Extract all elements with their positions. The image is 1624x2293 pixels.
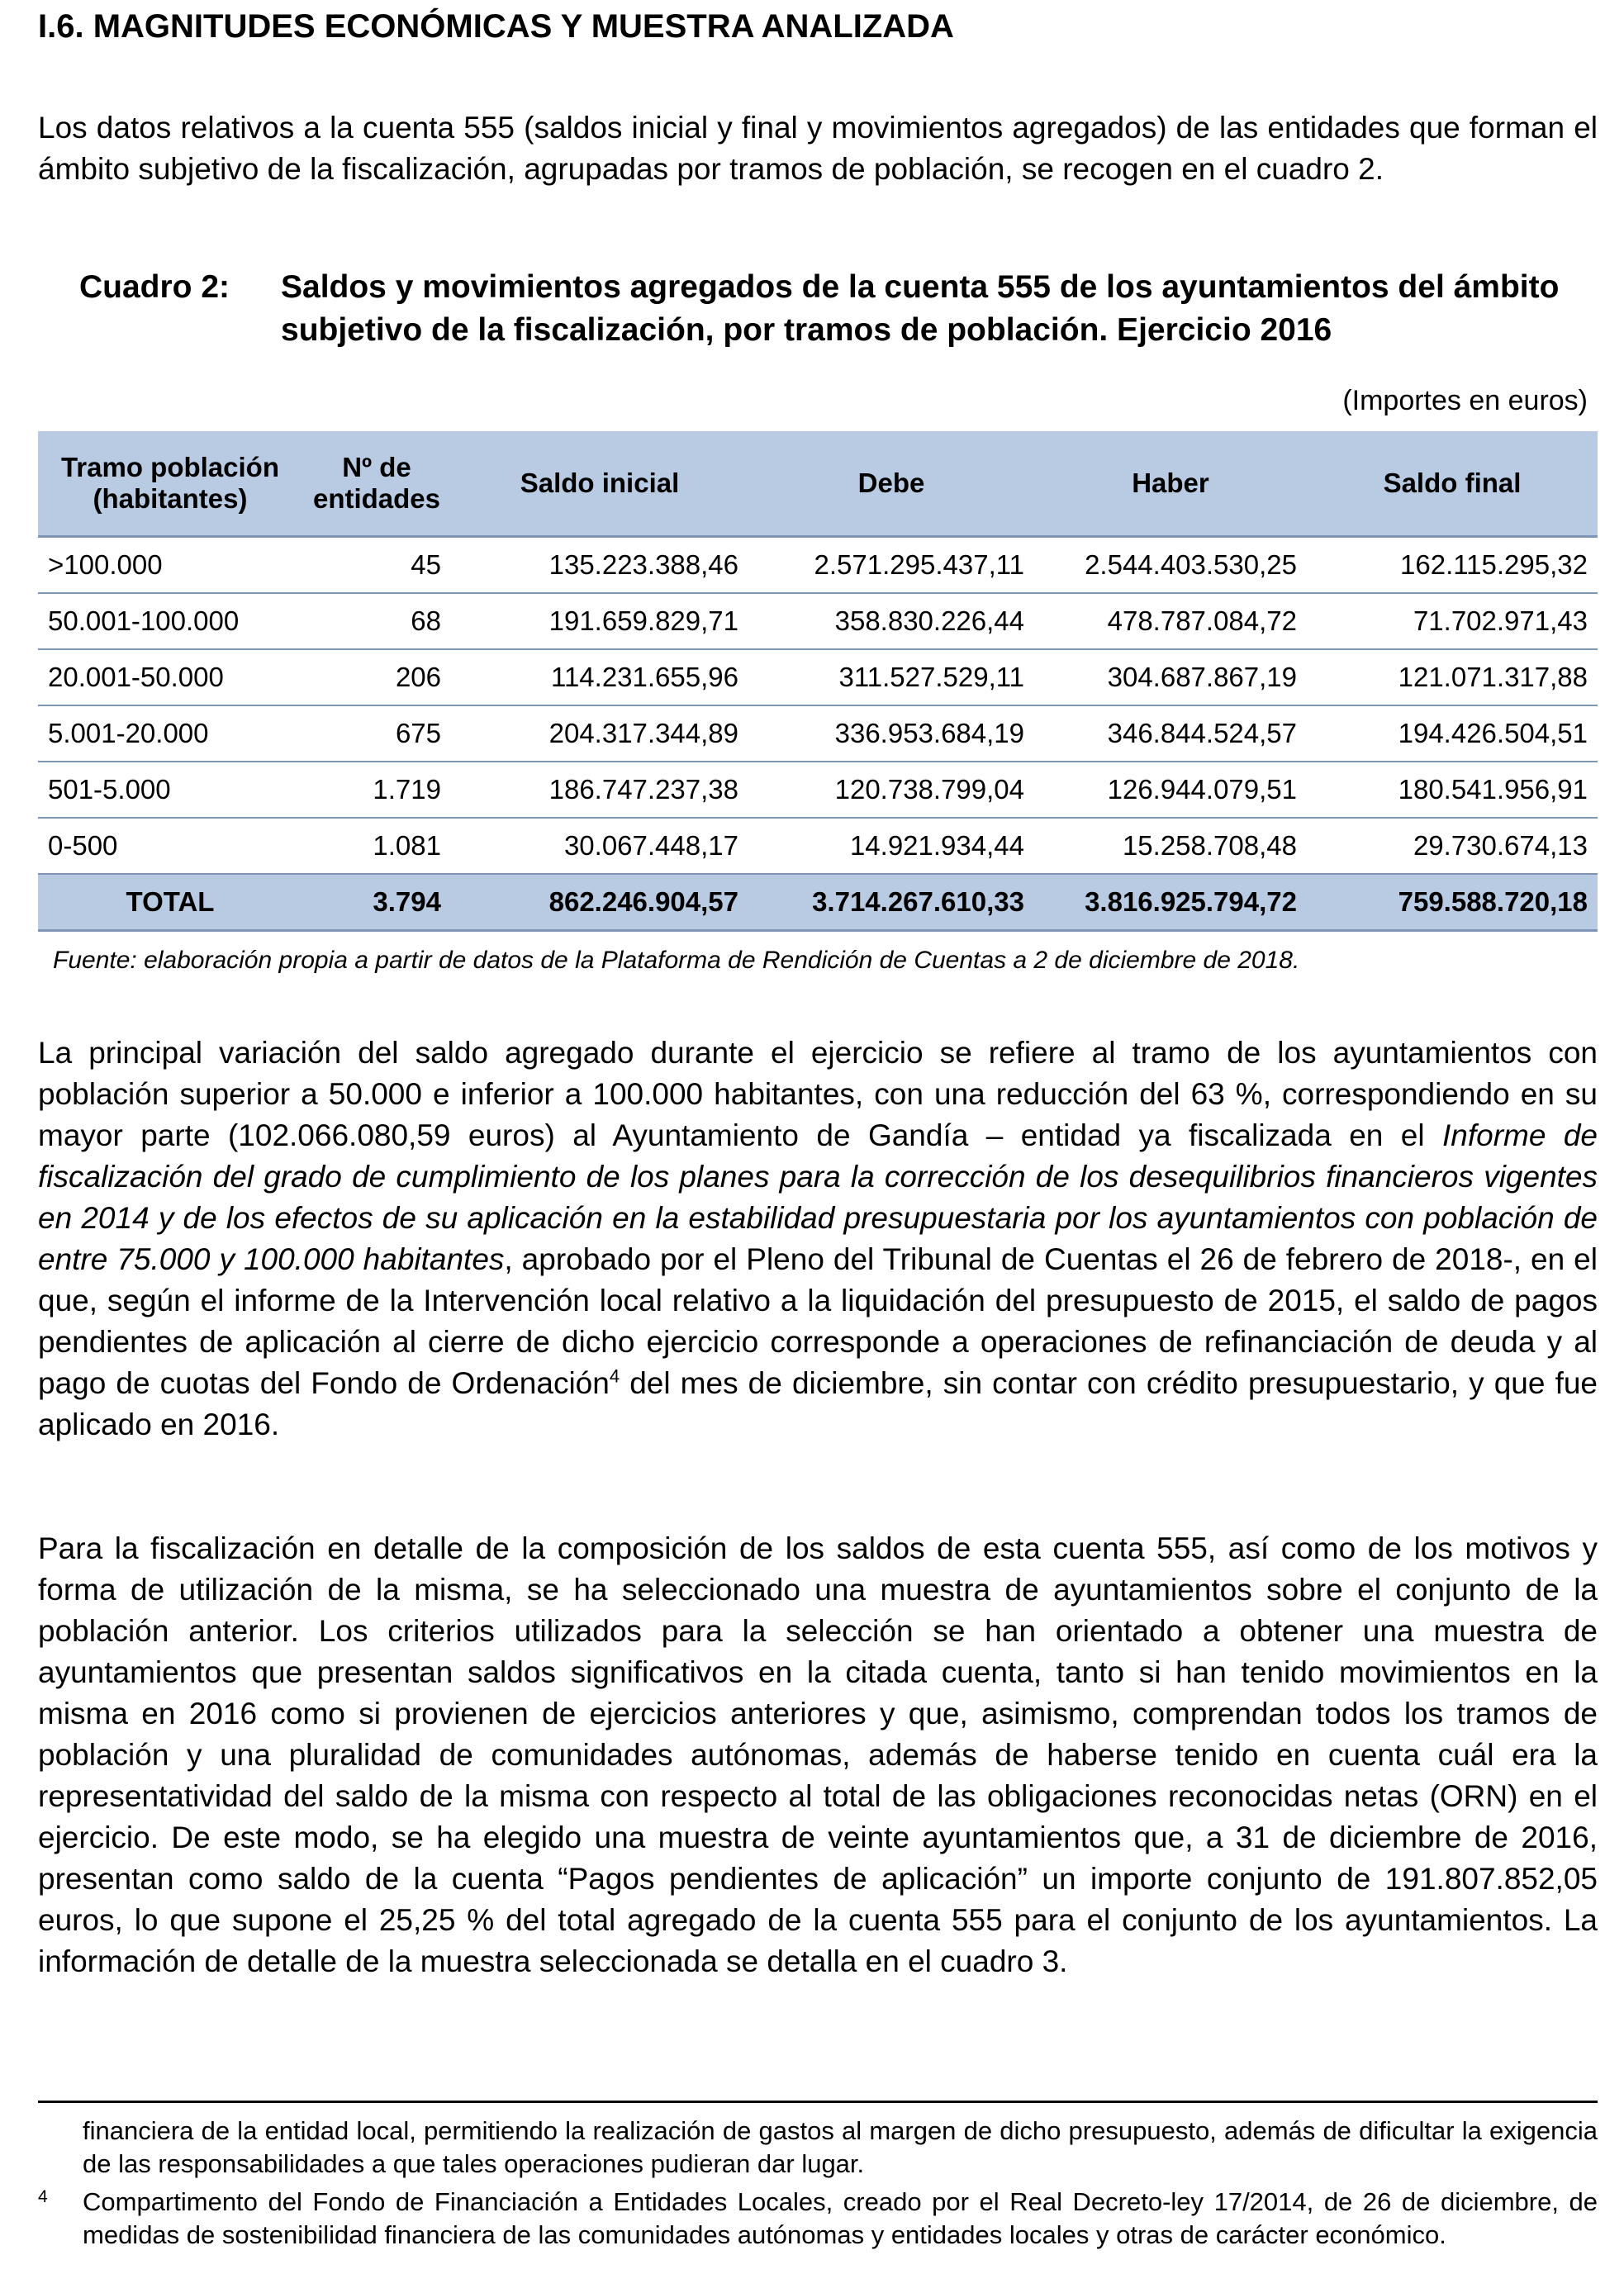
table-row (38, 593, 1598, 649)
cell-debe: 14.921.934,44 (748, 818, 1034, 874)
analysis-text-1: La principal variación del saldo agregado durante el ejercicio se refiere al tramo de los ayuntamientos con población superior a 50.000 e inferior a 100.000 habitantes, con una reducción del 63 %, correspondiendo en su mayor parte (102.066.080,59 euros) al Ayuntamiento de Gandía – entidad ya fiscalizada en el (38, 1036, 1598, 1152)
total-saldo-inicial: 862.246.904,57 (451, 874, 748, 931)
cell-saldo-final: 71.702.971,43 (1307, 593, 1598, 649)
cell-haber: 478.787.084,72 (1034, 593, 1307, 649)
cell-saldo-inicial: 186.747.237,38 (451, 762, 748, 818)
header-debe: Debe (748, 431, 1034, 537)
header-haber: Haber (1034, 431, 1307, 537)
cell-saldo-final: 29.730.674,13 (1307, 818, 1598, 874)
cell-saldo-final: 194.426.504,51 (1307, 705, 1598, 762)
cell-entidades: 675 (302, 705, 451, 762)
cell-tramo: 501-5.000 (38, 762, 302, 818)
cell-entidades: 68 (302, 593, 451, 649)
source-note: Fuente: elaboración propia a partir de datos de la Plataforma de Rendición de Cuentas a 2 de diciembre de 2018. (53, 947, 1300, 974)
cell-saldo-inicial: 114.231.655,96 (451, 649, 748, 705)
table-row (38, 537, 1598, 594)
accounts-table (38, 431, 1598, 932)
cell-haber: 2.544.403.530,25 (1034, 537, 1307, 594)
report-title: Informe de fiscalización del grado de cumplimiento de los planes para la corrección de los desequilibrios financieros vigentes en 2014 y de los efectos de su aplicación en la estabilidad presupuestaria por los ayuntamientos con población de entre 75.000 y 100.000 habitantes (38, 1118, 1598, 1276)
table-caption-text: Saldos y movimientos agregados de la cuenta 555 de los ayuntamientos del ámbito subjetivo de la fiscalización, por tramos de población. Ejercicio 2016 (281, 269, 1560, 348)
header-entidades: Nº de entidades (302, 431, 451, 537)
cell-tramo: >100.000 (38, 537, 302, 594)
cell-saldo-inicial: 30.067.448,17 (451, 818, 748, 874)
section-title: I.6. MAGNITUDES ECONÓMICAS Y MUESTRA ANALIZADA (38, 8, 954, 45)
cell-haber: 304.687.867,19 (1034, 649, 1307, 705)
cell-debe: 311.527.529,11 (748, 649, 1034, 705)
analysis-paragraph (38, 1033, 1598, 1446)
footnote-number: 4 (38, 2187, 48, 2206)
cell-haber: 15.258.708,48 (1034, 818, 1307, 874)
cell-saldo-inicial: 135.223.388,46 (451, 537, 748, 594)
cell-entidades: 206 (302, 649, 451, 705)
total-saldo-final: 759.588.720,18 (1307, 874, 1598, 931)
table-header-row (38, 431, 1598, 537)
intro-paragraph: Los datos relativos a la cuenta 555 (saldos inicial y final y movimientos agregados) de las entidades que forman el ámbito subjetivo de la fiscalización, agrupadas por tramos de población, se recogen en el cuadro 2. (38, 111, 1598, 186)
cell-entidades: 1.081 (302, 818, 451, 874)
cell-debe: 336.953.684,19 (748, 705, 1034, 762)
cell-haber: 346.844.524,57 (1034, 705, 1307, 762)
footnote-text: Compartimento del Fondo de Financiación a Entidades Locales, creado por el Real Decreto-ley 17/2014, de 26 de diciembre, de medidas de sostenibilidad financiera de las comunidades autónomas y entidades locales y otras de carácter económico. (83, 2187, 1598, 2249)
header-tramo: Tramo población (habitantes) (38, 431, 302, 537)
header-saldo-inicial: Saldo inicial (451, 431, 748, 537)
cell-debe: 120.738.799,04 (748, 762, 1034, 818)
total-entidades: 3.794 (302, 874, 451, 931)
cell-tramo: 5.001-20.000 (38, 705, 302, 762)
cell-tramo: 20.001-50.000 (38, 649, 302, 705)
table-row (38, 818, 1598, 874)
table-row (38, 762, 1598, 818)
table-total-row (38, 874, 1598, 931)
analysis-text-3: del mes de diciembre, sin contar con crédito presupuestario, y que fue aplicado en 2016. (38, 1366, 1598, 1441)
total-haber: 3.816.925.794,72 (1034, 874, 1307, 931)
header-saldo-final: Saldo final (1307, 431, 1598, 537)
cell-saldo-inicial: 204.317.344,89 (451, 705, 748, 762)
cell-tramo: 50.001-100.000 (38, 593, 302, 649)
cell-debe: 358.830.226,44 (748, 593, 1034, 649)
cell-tramo: 0-500 (38, 818, 302, 874)
sample-paragraph: Para la fiscalización en detalle de la composición de los saldos de esta cuenta 555, así como de los motivos y forma de utilización de la misma, se ha seleccionado una muestra de ayuntamientos sobre el conjunto de la población anterior. Los criterios utilizados para la selección se han orientado a obtener una muestra de ayuntamientos que presentan saldos significativos en la citada cuenta, tanto si han tenido movimientos en la misma en 2016 como si provienen de ejercicios anteriores y que, asimismo, comprendan todos los tramos de población y una pluralidad de comunidades autónomas, además de haberse tenido en cuenta cuál era la representatividad del saldo de la misma con respecto al total de las obligaciones reconocidas netas (ORN) en el ejercicio. De este modo, se ha elegido una muestra de veinte ayuntamientos que, a 31 de diciembre de 2016, presentan como saldo de la cuenta “Pagos pendientes de aplicación” un importe conjunto de 191.807.852,05 euros, lo que supone el 25,25 % del total agregado de la cuenta 555 para el conjunto de los ayuntamientos. La información de detalle de la muestra seleccionada se detalla en el cuadro 3. (38, 1531, 1598, 1978)
cell-debe: 2.571.295.437,11 (748, 537, 1034, 594)
total-tramo: TOTAL (38, 874, 302, 931)
total-debe: 3.714.267.610,33 (748, 874, 1034, 931)
cell-saldo-final: 180.541.956,91 (1307, 762, 1598, 818)
table-row (38, 705, 1598, 762)
footnote-continuation: financiera de la entidad local, permitiendo la realización de gastos al margen de dicho presupuesto, además de dificultar la exigencia de las responsabilidades a que tales operaciones pudieran dar lugar. (83, 2116, 1598, 2178)
cell-entidades: 45 (302, 537, 451, 594)
cell-saldo-final: 121.071.317,88 (1307, 649, 1598, 705)
cell-saldo-final: 162.115.295,32 (1307, 537, 1598, 594)
table-caption-label: Cuadro 2: (79, 269, 230, 305)
cell-saldo-inicial: 191.659.829,71 (451, 593, 748, 649)
cell-haber: 126.944.079,51 (1034, 762, 1307, 818)
footnote-reference[interactable]: 4 (609, 1365, 620, 1387)
units-note: (Importes en euros) (1342, 385, 1588, 416)
footnote-divider (38, 2101, 1598, 2103)
table-row (38, 649, 1598, 705)
analysis-text-2: , aprobado por el Pleno del Tribunal de Cuentas el 26 de febrero de 2018-, en el que, según el informe de la Intervención local relativo a la liquidación del presupuesto de 2015, el saldo de pagos pendientes de aplicación al cierre de dicho ejercicio corresponde a operaciones de refinanciación de deuda y al pago de cuotas del Fondo de Ordenación (38, 1242, 1598, 1400)
cell-entidades: 1.719 (302, 762, 451, 818)
